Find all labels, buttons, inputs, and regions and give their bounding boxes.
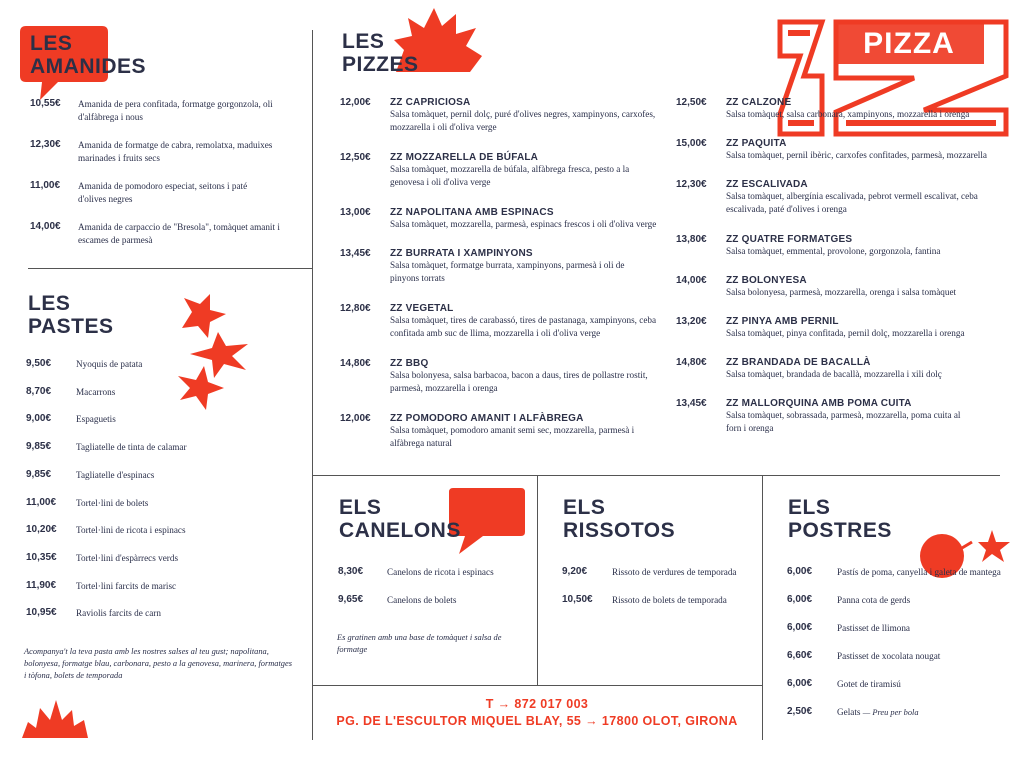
amanides-title-2: AMANIDES (30, 55, 147, 78)
burst-bottom-icon (22, 698, 88, 740)
contact-address: PG. DE L'ESCULTOR MIQUEL BLAY, 55 → 17800 OLOT, GIRONA (336, 714, 738, 728)
pastes-title-1: LES (28, 292, 71, 315)
logo-text: PIZZA (834, 24, 984, 64)
contact-phone: T → 872 017 003 (485, 697, 589, 711)
postres-section (788, 496, 978, 542)
postres-title-2: POSTRES (788, 519, 892, 542)
divider-v-left (312, 30, 313, 740)
pizzes-title-1: LES (342, 30, 385, 53)
divider-v-rissotos-postres (762, 475, 763, 740)
canelons-note: Es gratinen amb una base de tomàquet i salsa de formatge (337, 633, 502, 654)
divider-amanides-pastes (28, 268, 312, 269)
divider-contact-top (312, 685, 762, 686)
logo (774, 16, 1014, 140)
postres-gelats-label: Gelats (837, 707, 861, 717)
canelons-section (339, 496, 529, 542)
rissotos-section (563, 496, 753, 542)
pizzes-section (342, 30, 542, 76)
pastes-title-2: PASTES (28, 315, 114, 338)
amanides-section (30, 32, 300, 78)
pizzes-title-2: PIZZES (342, 53, 419, 76)
postres-title-1: ELS (788, 496, 831, 519)
pastes-note: Acompanya't la teva pasta amb les nostres salses al teu gust; napolitana, bolonyesa, formatge blau, carbonara, pesto a la genovesa, marinera, formatges i tòfona, bolets de temporada (24, 647, 292, 680)
divider-v-canelons-rissotos (537, 475, 538, 685)
canelons-title-1: ELS (339, 496, 382, 519)
divider-pizzes-bottom (312, 475, 1000, 476)
canelons-title-2: CANELONS (339, 519, 461, 542)
rissotos-title-2: RISSOTOS (563, 519, 676, 542)
amanides-title-1: LES (30, 32, 73, 55)
postres-gelats-note: — Preu per bola (862, 708, 919, 717)
rissotos-title-1: ELS (563, 496, 606, 519)
pastes-section (28, 292, 228, 338)
